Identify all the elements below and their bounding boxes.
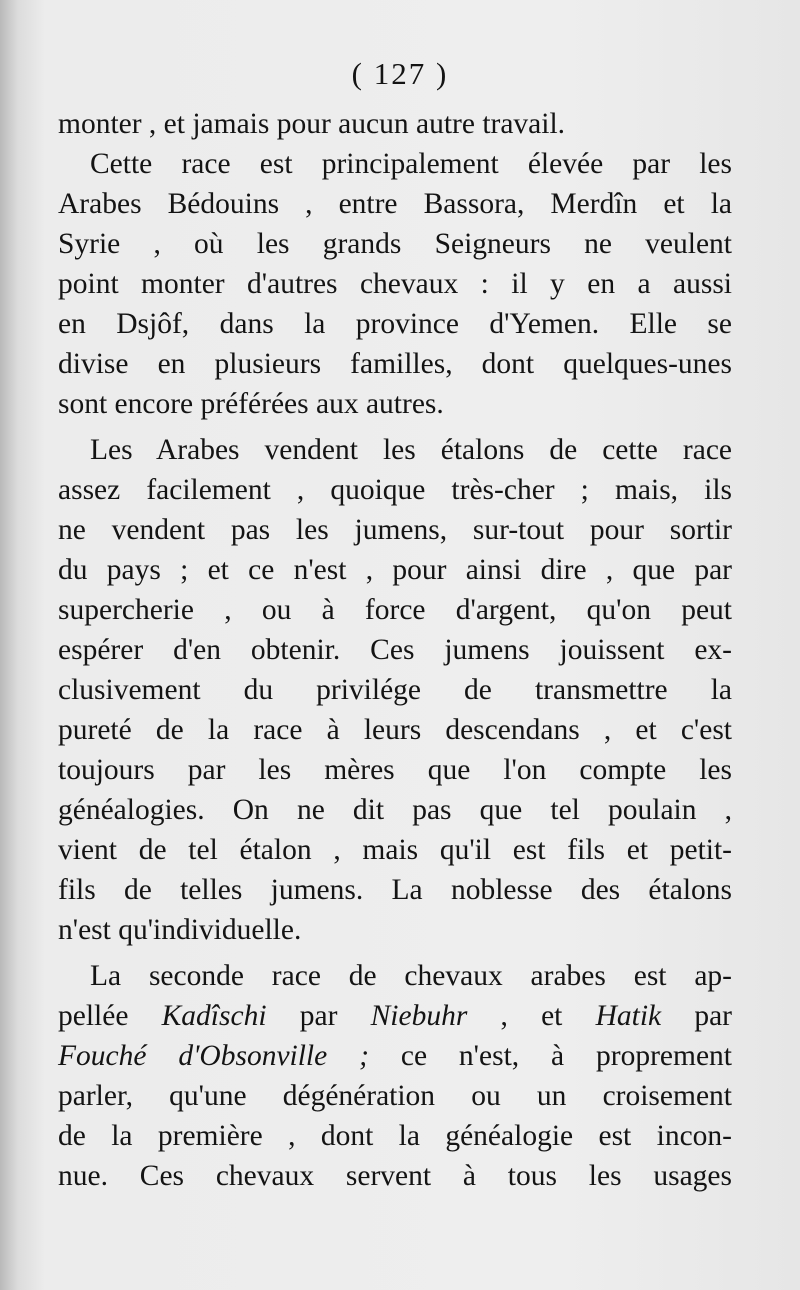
text-line: Arabes Bédouins , entre Bassora, Merdîn et la: [58, 188, 732, 220]
text-line: pureté de la race à leurs descendans , et c'est: [58, 714, 732, 746]
text-line: généalogies. On ne dit pas que tel poulain ,: [58, 794, 732, 826]
text-line: divise en plusieurs familles, dont quelques-unes: [58, 348, 732, 380]
text-run: , et: [467, 1000, 596, 1032]
italic-name-niebuhr: Niebuhr: [370, 1000, 468, 1032]
text-line: vient de tel étalon , mais qu'il est fils et petit-: [58, 834, 732, 866]
italic-name-fouche: Fouché d'Obsonville ;: [58, 1040, 369, 1072]
text-line: ne vendent pas les jumens, sur-tout pour sortir: [58, 514, 732, 546]
text-line: parler, qu'une dégénération ou un croisement: [58, 1080, 732, 1112]
text-line: [58, 1036, 732, 1076]
text-run: pellée: [58, 1000, 162, 1032]
text-line: assez facilement , quoique très-cher ; mais, ils: [58, 474, 732, 506]
text-line: en Dsjôf, dans la province d'Yemen. Elle se: [58, 308, 732, 340]
page-number: ( 127 ): [351, 56, 449, 91]
italic-name-kadischi: Kadîschi: [161, 1000, 267, 1032]
text-run: par: [266, 1000, 371, 1032]
text-line: sont encore préférées aux autres.: [58, 388, 444, 420]
text-line: point monter d'autres chevaux : il y en a aussi: [58, 268, 732, 300]
text-line: La seconde race de chevaux arabes est ap-: [90, 960, 732, 992]
text-line: Les Arabes vendent les étalons de cette race: [90, 434, 732, 466]
text-line: monter , et jamais pour aucun autre travail.: [58, 108, 566, 140]
text-line: Syrie , où les grands Seigneurs ne veulent: [58, 228, 732, 260]
text-line: supercherie , ou à force d'argent, qu'on peut: [58, 594, 732, 626]
text-line: n'est qu'individuelle.: [58, 914, 302, 946]
text-line: [58, 996, 732, 1036]
text-line: nue. Ces chevaux servent à tous les usages: [58, 1160, 732, 1192]
text-line: de la première , dont la généalogie est incon-: [58, 1120, 732, 1152]
text-run: par: [661, 1000, 732, 1032]
text-line: espérer d'en obtenir. Ces jumens jouissent ex-: [58, 634, 732, 666]
italic-name-hatik: Hatik: [595, 1000, 662, 1032]
text-line: toujours par les mères que l'on compte les: [58, 754, 732, 786]
text-line: clusivement du privilége de transmettre la: [58, 674, 732, 706]
text-line: du pays ; et ce n'est , pour ainsi dire , que par: [58, 554, 732, 586]
text-line: Cette race est principalement élevée par les: [90, 148, 732, 180]
text-run: ce n'est, à proprement: [368, 1040, 733, 1072]
body-text: [58, 104, 732, 1196]
text-line: fils de telles jumens. La noblesse des étalons: [58, 874, 732, 906]
